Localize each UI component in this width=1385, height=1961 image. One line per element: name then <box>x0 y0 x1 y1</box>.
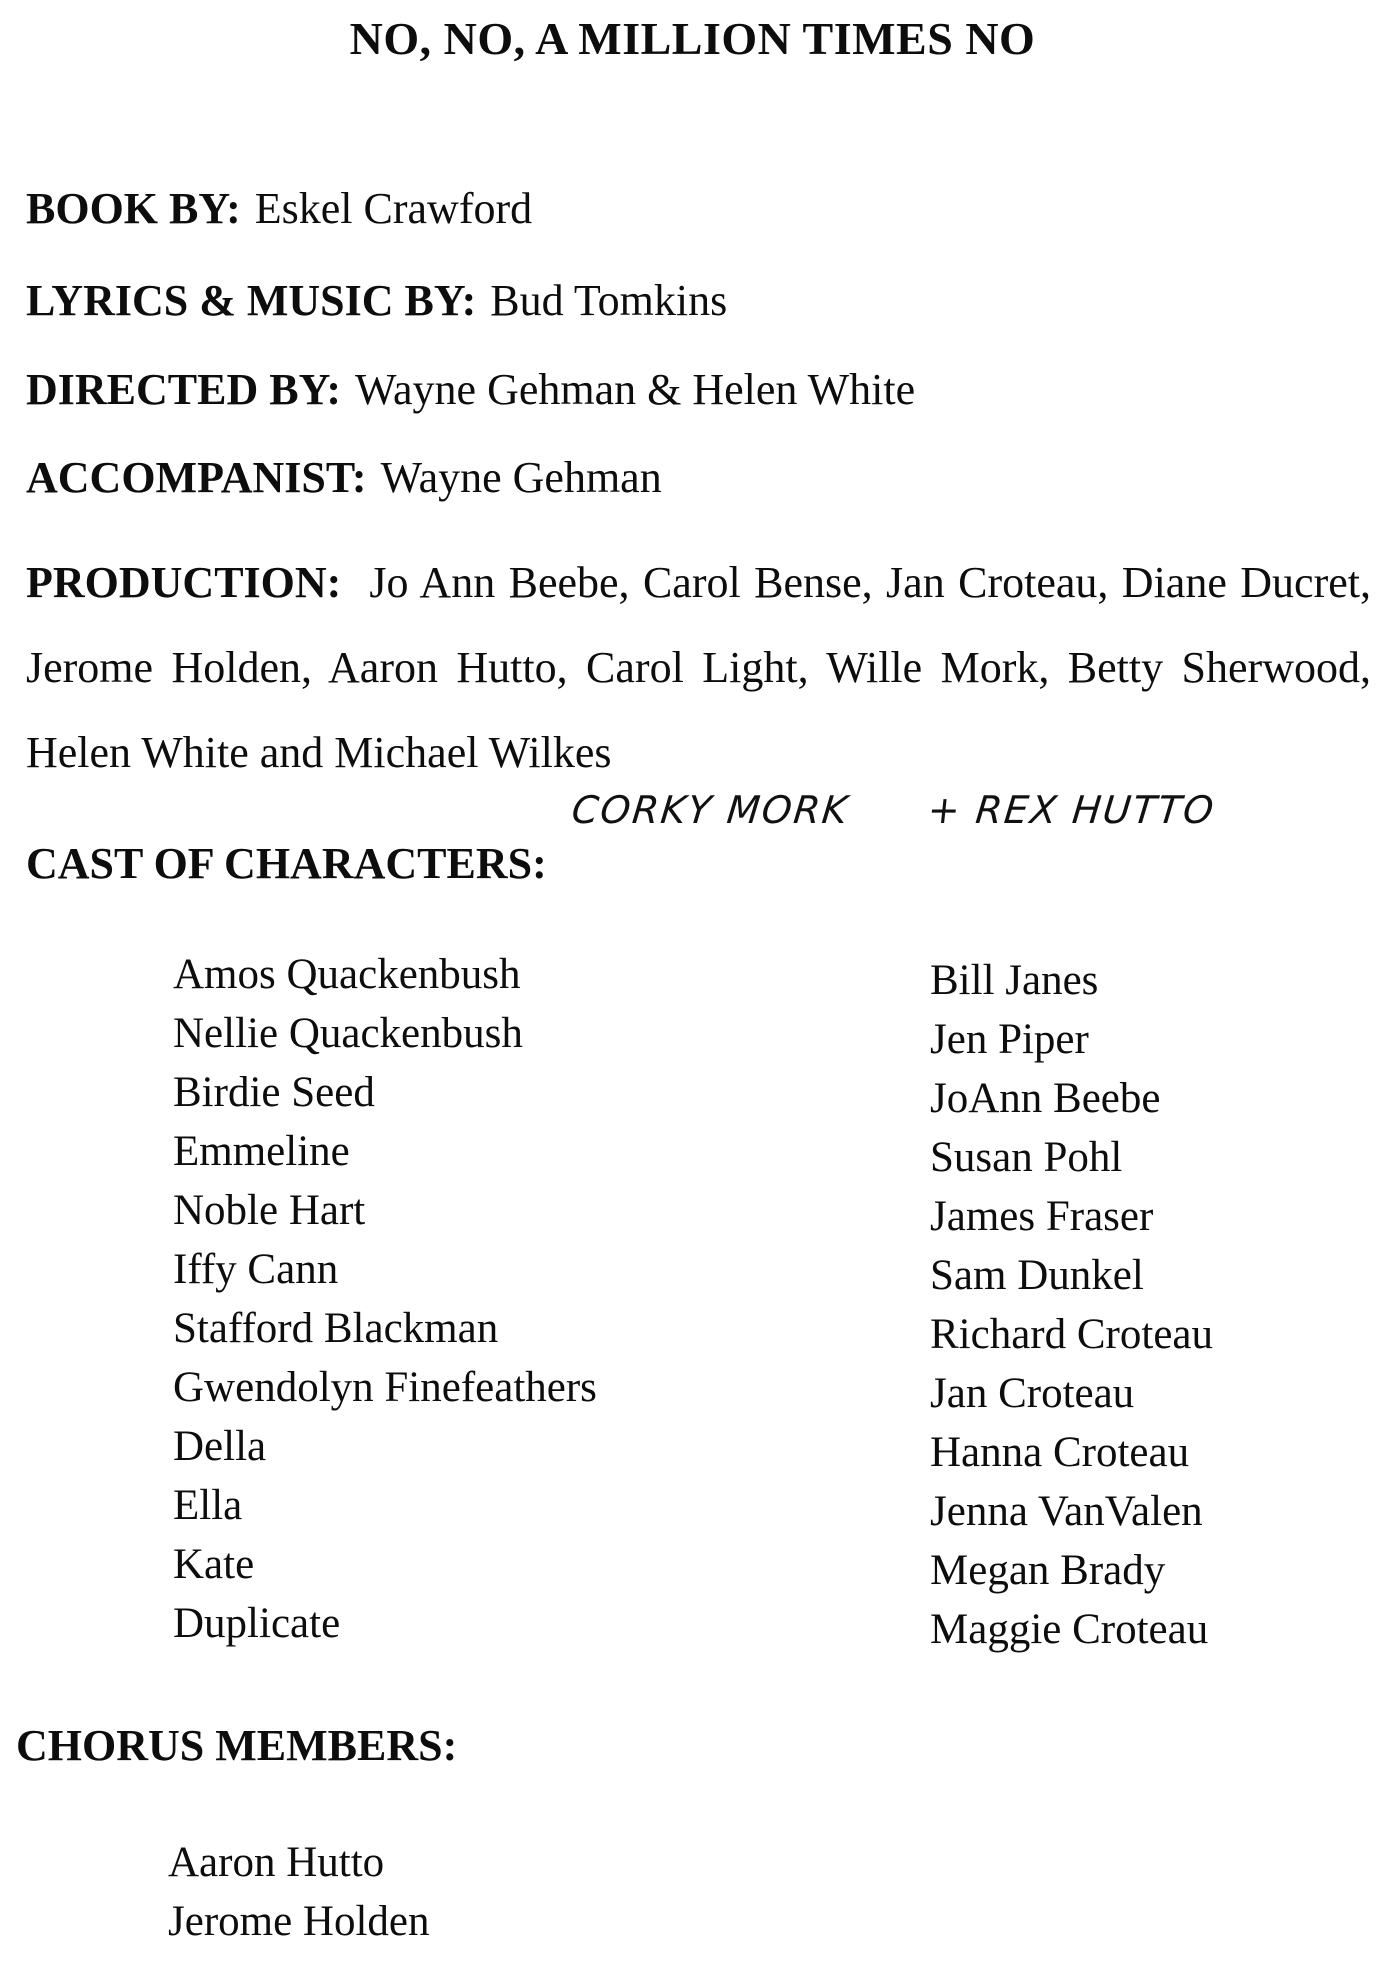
cast-actor-name: Sam Dunkel <box>930 1252 1144 1299</box>
cast-actor-name: Susan Pohl <box>930 1134 1123 1181</box>
chorus-heading: CHORUS MEMBERS: <box>16 1721 458 1770</box>
chorus-list <box>168 1838 430 1956</box>
cast-character-name: Kate <box>173 1541 255 1588</box>
cast-actor-name: Jenna VanValen <box>930 1488 1203 1535</box>
cast-actor-name: Maggie Croteau <box>930 1606 1209 1653</box>
cast-actor-name: JoAnn Beebe <box>930 1075 1161 1122</box>
chorus-member: Aaron Hutto <box>168 1839 385 1886</box>
credit-production-label: PRODUCTION: <box>26 558 342 607</box>
credit-directed-label: DIRECTED BY: <box>26 365 342 414</box>
cast-row <box>173 1481 1273 1540</box>
credit-directed <box>26 364 915 415</box>
cast-character-name: Iffy Cann <box>173 1246 339 1293</box>
cast-character-name: Gwendolyn Finefeathers <box>173 1364 597 1411</box>
credit-book-label: BOOK BY: <box>26 184 241 233</box>
cast-row <box>173 1068 1273 1127</box>
chorus-member: Jerome Holden <box>168 1898 430 1945</box>
cast-actor-name: Bill Janes <box>930 957 1099 1004</box>
credit-lyrics-music-value: Bud Tomkins <box>490 276 728 325</box>
cast-row <box>173 1009 1273 1068</box>
credit-accompanist-label: ACCOMPANIST: <box>26 453 367 502</box>
credit-production <box>26 540 1371 795</box>
handwritten-note-rex-hutto: + REX HUTTO <box>925 788 1218 832</box>
page-title: NO, NO, A MILLION TIMES NO <box>349 13 1036 64</box>
cast-character-name: Stafford Blackman <box>173 1305 499 1352</box>
credit-accompanist-value: Wayne Gehman <box>380 453 662 502</box>
credit-lyrics-music-label: LYRICS & MUSIC BY: <box>26 276 477 325</box>
cast-character-name: Ella <box>173 1482 243 1529</box>
cast-table <box>173 950 1273 1658</box>
cast-character-name: Duplicate <box>173 1600 341 1647</box>
cast-row <box>173 1599 1273 1658</box>
cast-actor-name: Jan Croteau <box>930 1370 1135 1417</box>
cast-heading: CAST OF CHARACTERS: <box>26 839 547 888</box>
credit-lyrics-music <box>26 275 727 326</box>
cast-actor-name: James Fraser <box>930 1193 1154 1240</box>
cast-row <box>173 1245 1273 1304</box>
cast-actor-name: Richard Croteau <box>930 1311 1213 1358</box>
credit-accompanist <box>26 452 662 503</box>
cast-row <box>173 950 1273 1009</box>
credit-book <box>26 183 532 234</box>
cast-actor-name: Hanna Croteau <box>930 1429 1190 1476</box>
cast-actor-name: Megan Brady <box>930 1547 1166 1594</box>
cast-character-name: Birdie Seed <box>173 1069 375 1116</box>
credit-production-value: Jo Ann Beebe, Carol Bense, Jan Croteau, Diane Ducret, Jerome Holden, Aaron Hutto, Carol Light, Wille Mork, Betty Sherwood, Helen White and Michael Wilkes <box>26 558 1371 777</box>
cast-row <box>173 1127 1273 1186</box>
handwritten-note-corky-mork: CORKY MORK <box>569 788 852 832</box>
cast-row <box>173 1186 1273 1245</box>
cast-character-name: Nellie Quackenbush <box>173 1010 523 1057</box>
cast-character-name: Della <box>173 1423 267 1470</box>
cast-character-name: Noble Hart <box>173 1187 366 1234</box>
cast-row <box>173 1540 1273 1599</box>
cast-actor-name: Jen Piper <box>930 1016 1089 1063</box>
cast-character-name: Emmeline <box>173 1128 350 1175</box>
cast-row <box>173 1422 1273 1481</box>
cast-row <box>173 1363 1273 1422</box>
cast-row <box>173 1304 1273 1363</box>
credit-book-value: Eskel Crawford <box>254 184 533 233</box>
cast-character-name: Amos Quackenbush <box>173 951 521 998</box>
credit-directed-value: Wayne Gehman & Helen White <box>355 365 916 414</box>
